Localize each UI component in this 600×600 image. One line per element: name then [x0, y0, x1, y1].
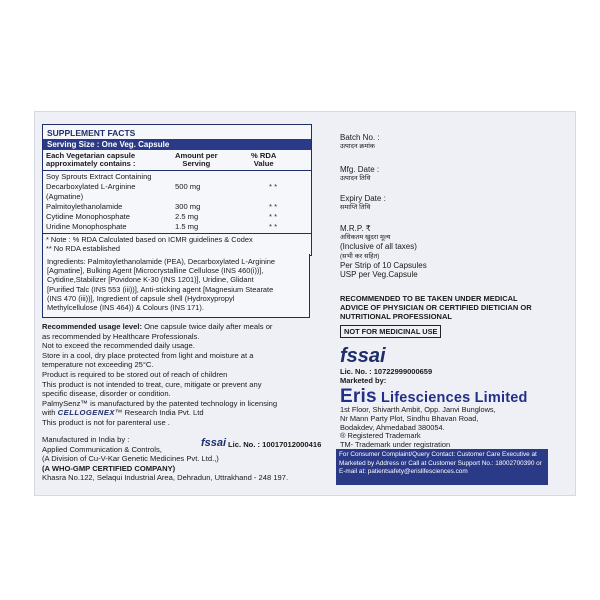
address-line: TM- Trademark under registration	[340, 440, 451, 450]
usage-line	[42, 408, 314, 418]
manufacturer-line: Khasra No.122, Selaqui Industrial Area, Dehradun, Uttrakhand - 248 197.	[42, 473, 289, 483]
mrp-inclusive: (Inclusive of all taxes)	[340, 242, 417, 252]
table-row: Soy Sprouts Extract Containing	[46, 172, 152, 181]
mrp-label: M.R.P. ₹	[340, 224, 371, 233]
table-row: Palmitoylethanolamide	[46, 202, 123, 211]
table-row: (Agmatine)	[46, 192, 84, 201]
manufacturer-line: (A WHO-GMP CERTIFIED COMPANY)	[42, 463, 176, 473]
advice-line: NUTRITIONAL PROFESSIONAL	[340, 312, 452, 322]
per-strip-label: Per Strip of 10 Capsules	[340, 260, 427, 270]
expiry-date-label: Expiry Date :	[340, 194, 386, 203]
usp-label: USP per Veg.Capsule	[340, 270, 418, 280]
ingredients-line: [Agmatine], Bulking Agent [Microcrystalline Cellulose (INS 460(i))],	[47, 266, 264, 276]
usage-block	[42, 322, 314, 428]
usage-line: temperature not exceeding 25°C.	[42, 360, 154, 370]
ingredients-line: Methylcellulose (INS 464)) & Colours (INS 171).	[47, 303, 204, 313]
manufacturer-line: (A Division of Cu-V-Kar Genetic Medicines Pvt. Ltd.,)	[42, 454, 219, 464]
expiry-date-hindi: समाप्ति तिथि	[340, 204, 371, 212]
table-row: Cytidine Monophosphate	[46, 212, 131, 221]
advice-line: ADVICE OF PHYSICIAN OR CERTIFIED DIETICIAN OR	[340, 303, 532, 313]
usage-line: PalmySenz™ is manufactured by the patented technology in licensing	[42, 398, 278, 408]
col-header-each-1: Each Vegetarian capsule	[46, 151, 136, 160]
table-cell-rda: * *	[269, 222, 278, 231]
table-row: Uridine Monophosphate	[46, 222, 127, 231]
consumer-care-box	[336, 449, 548, 485]
serving-size-band: Serving Size : One Veg. Capsule	[43, 139, 311, 150]
usage-text: ™ Research India Pvt. Ltd	[114, 408, 204, 418]
marketer-address	[340, 406, 496, 450]
col-header-rda	[251, 152, 276, 168]
usage-line: Store in a cool, dry place protected from light and moisture at a	[42, 350, 254, 360]
rda-note: * Note : % RDA Calculated based on ICMR guidelines & Codex	[46, 235, 253, 244]
medical-advice-block	[340, 294, 532, 322]
ingredients-line: Ingredients: Palmitoylethanolamide (PEA), Decarboxylated L-Arginine	[47, 257, 275, 266]
expiry-label	[340, 194, 386, 212]
batch-no-hindi: उत्पादन क्रमांक	[340, 143, 375, 151]
col-header-amount	[175, 152, 218, 168]
eris-brand: Eris	[340, 386, 377, 407]
usage-line: Not to exceed the recommended daily usage.	[42, 341, 195, 351]
advice-line: RECOMMENDED TO BE TAKEN UNDER MEDICAL	[340, 294, 518, 303]
table-cell-amount: 1.5 mg	[175, 222, 199, 231]
manufacturer-license: Lic. No. : 10017012000416	[228, 440, 322, 449]
mrp-inclusive-hindi: (सभी कर सहित)	[340, 252, 380, 260]
fssai-logo: fssai	[201, 437, 227, 449]
col-header-rda-2: Value	[253, 159, 274, 169]
address-line: Nr Mann Party Plot, Sindhu Bhavan Road,	[340, 413, 479, 423]
ingredients-line: [Purified Talc (INS 553 (iii))], Anti-sticking agent [Magnesium Stearate	[47, 284, 274, 294]
ingredients-line: Cytidine,Stabilizer [Povidone K-30 (INS 1201)], Uridine, Glidant	[47, 275, 254, 285]
usage-line: as recommended by Healthcare Professionals.	[42, 331, 200, 341]
mfg-date-label: Mfg. Date :	[340, 165, 380, 174]
address-line: Bodakdev, Ahmedabad 380054.	[340, 422, 445, 432]
table-cell-rda: * *	[269, 182, 278, 191]
usage-line: This product is not intended to treat, cure, mitigate or prevent any	[42, 379, 262, 389]
supplement-facts-table	[42, 124, 312, 256]
usage-line: This product is not for parenteral use .	[42, 417, 170, 427]
company-name: Lifesciences Limited	[376, 390, 528, 406]
usage-line: Product is required to be stored out of reach of children	[42, 369, 228, 379]
table-cell-amount: 2.5 mg	[175, 212, 199, 221]
mfg-date-hindi: उत्पादन तिथि	[340, 175, 371, 183]
consumer-line: Marketed by Address or Call at Customer Support No.: 18002700390 or	[339, 459, 542, 467]
col-header-rda-1: % RDA	[251, 151, 277, 160]
col-header-each	[46, 152, 135, 168]
col-header-amount-1: Amount per	[175, 151, 218, 160]
table-cell-rda: * *	[269, 202, 278, 211]
supplement-title: SUPPLEMENT FACTS	[47, 128, 136, 138]
consumer-email: E-mail at: patientsafety@erislifesciences.com	[339, 468, 468, 476]
divider	[43, 233, 311, 234]
marketed-by-label: Marketed by:	[340, 376, 387, 385]
ingredients-box	[42, 254, 310, 318]
mrp-hindi: अधिकतम खुदरा मूल्य	[340, 234, 391, 242]
usage-line	[42, 322, 314, 332]
cellogenex-logo: CELLOGENEX	[57, 408, 115, 418]
address-line: ® Registered Trademark	[340, 431, 421, 441]
table-cell-amount: 300 mg	[175, 202, 201, 211]
table-cell-amount: 500 mg	[175, 182, 201, 191]
address-line: 1st Floor, Shivarth Ambit, Opp. Janvi Bunglows,	[340, 405, 496, 414]
col-header-amount-2: Serving	[182, 159, 211, 169]
fssai-logo: fssai	[340, 345, 386, 367]
consumer-line: For Consumer Complaint/Query Contact: Customer Care Executive at	[339, 451, 537, 458]
mfg-label	[340, 165, 379, 183]
usage-label: Recommended usage level:	[42, 322, 143, 331]
no-rda-note: ** No RDA established	[46, 244, 120, 253]
manufacturer-line: Applied Communication & Controls,	[42, 444, 162, 454]
batch-no-label: Batch No. :	[340, 133, 380, 142]
table-cell-rda: * *	[269, 212, 278, 221]
divider	[43, 170, 311, 171]
batch-label	[340, 133, 380, 151]
col-header-each-2: approximately contains :	[46, 159, 136, 169]
table-row: Decarboxylated L-Arginine	[46, 182, 136, 191]
not-for-medicinal-use: NOT FOR MEDICINAL USE	[340, 325, 441, 338]
manufacturer-line: Manufactured in India by :	[42, 435, 130, 444]
ingredients-line: (INS 470 (iii))], Ingredient of capsule shell (Hydroxypropyl	[47, 293, 235, 303]
usage-line: specific disease, disorder or condition.	[42, 389, 171, 399]
mrp-block	[340, 224, 427, 279]
marketer-license: Lic. No. : 10722999000659	[340, 367, 433, 376]
usage-text: One capsule twice daily after meals or	[142, 322, 273, 331]
usage-text: with	[42, 408, 56, 418]
